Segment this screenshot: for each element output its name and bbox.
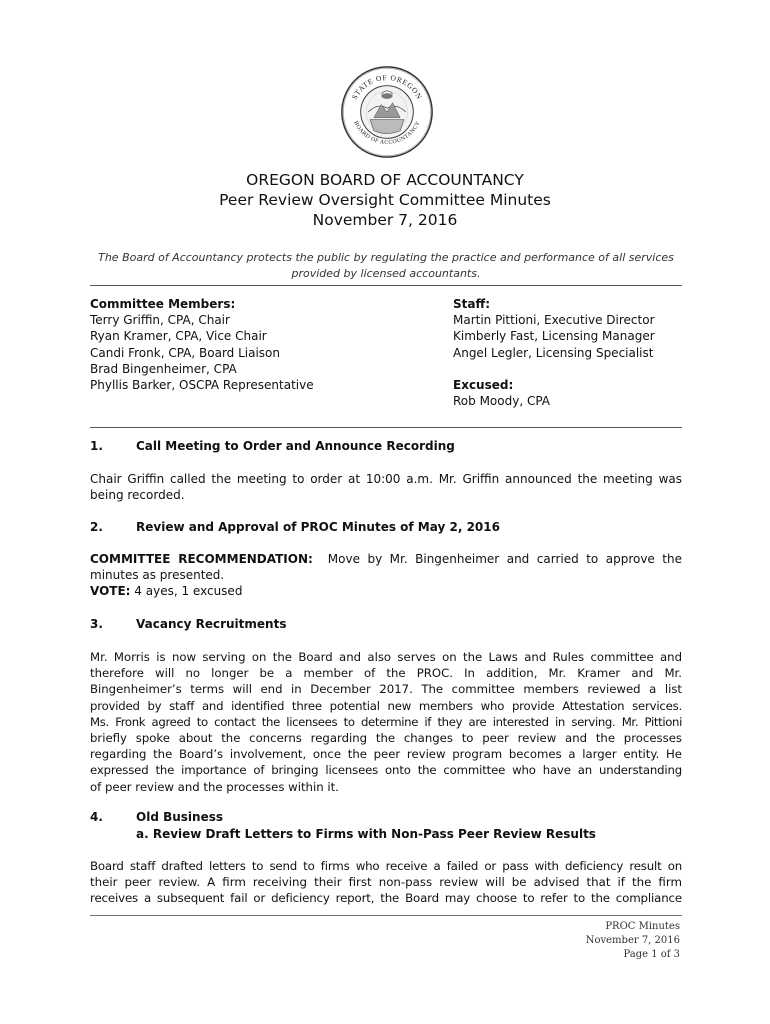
section-4a-heading: a. Review Draft Letters to Firms with Non-Pass Peer Review Results [136,827,596,841]
mission-line-2: provided by licensed accountants. [291,267,481,280]
body-line: Ms. Fronk agreed to contact the licensees to determine if they are interested in serving. Mr. Pittioni [90,714,682,729]
body-line: briefly spoke about the concerns regarding the changes to peer review and the processes [90,731,682,746]
section-1-heading [90,438,455,454]
committee-members [90,296,314,393]
staff-item: Angel Legler, Licensing Specialist [453,345,654,360]
vote-text: 4 ayes, 1 excused [134,584,243,599]
body-line: Bingenheimer’s terms will end in December 2017. The committee members reviewed a list [90,682,682,697]
page-footer [586,920,680,962]
recommendation-label: COMMITTEE RECOMMENDATION: [90,552,313,566]
member-item: Ryan Kramer, CPA, Vice Chair [90,329,267,344]
organization-name: OREGON BOARD OF ACCOUNTANCY [246,171,524,189]
staff-item: Martin Pittioni, Executive Director [453,313,655,328]
body-line: Board staff drafted letters to send to firms who receive a failed or pass with deficiency result on [90,859,682,873]
recommendation-line [90,551,682,567]
member-item: Candi Fronk, CPA, Board Liaison [90,345,281,360]
document-title: Peer Review Oversight Committee Minutes [219,191,551,209]
body-line: provided by staff and identified three potential new members who provide Attestation services. [90,698,682,713]
body-line: Mr. Morris is now serving on the Board and also serves on the Laws and Rules committee and [90,650,682,664]
recommendation-text: Move by Mr. Bingenheimer and carried to approve the [327,552,682,566]
members-heading: Committee Members: [90,297,236,311]
body-line: therefore will no longer be a member of the PROC. In addition, Mr. Kramer and Mr. [90,666,682,681]
staff-list [453,296,655,409]
section-4-heading [90,809,223,825]
section-title: Vacancy Recruitments [136,617,287,631]
section-title: Call Meeting to Order and Announce Recording [136,439,455,453]
excused-heading: Excused: [453,377,514,392]
section-2-body [90,551,682,600]
seal-ring-top-text: STATE OF OREGON [349,72,425,102]
member-item: Terry Griffin, CPA, Chair [90,313,230,328]
section-3-heading [90,616,286,632]
section-1-body [90,471,682,503]
section-number: 2. [90,520,103,534]
footer-divider [90,915,682,916]
section-4-body [90,858,682,907]
body-line: receives a subsequent fail or deficiency report, the Board may choose to refer to the compliance [90,891,682,906]
document-title-block [0,170,770,230]
section-3-body [90,649,682,795]
footer-date: November 7, 2016 [585,935,680,946]
vote-line [90,583,682,599]
divider-middle [90,427,682,428]
section-number: 1. [90,439,103,453]
section-number: 3. [90,617,103,631]
section-2-heading [90,519,500,535]
seal-ring-bottom-text: BOARD OF ACCOUNTANCY [352,120,422,146]
excused-item: Rob Moody, CPA [453,394,551,409]
state-seal-logo [340,65,434,159]
section-title: Review and Approval of PROC Minutes of May 2, 2016 [136,520,500,534]
body-line: minutes as presented. [90,568,225,583]
body-line: regarding the Board’s involvement, once the peer review program becomes a larger entity. He [90,747,682,762]
body-line: being recorded. [90,488,185,503]
member-item: Brad Bingenheimer, CPA [90,361,237,376]
body-line: their peer review. A firm receiving their first non-pass review will be advised that if the firm [90,875,682,890]
vote-label: VOTE: [90,584,131,599]
footer-doc-name: PROC Minutes [605,921,680,932]
staff-item: Kimberly Fast, Licensing Manager [453,329,655,344]
body-line: of peer review and the processes within it. [90,779,339,794]
mission-statement [90,250,682,282]
section-title: Old Business [136,810,223,824]
body-line: Chair Griffin called the meeting to order at 10:00 a.m. Mr. Griffin announced the meeting was [90,472,682,486]
section-number: 4. [90,810,103,824]
divider-top [90,285,682,286]
staff-heading: Staff: [453,297,490,311]
footer-page-number: Page 1 of 3 [623,949,680,960]
member-item: Phyllis Barker, OSCPA Representative [90,378,314,393]
mission-line-1: The Board of Accountancy protects the public by regulating the practice and performance of all services [98,251,674,264]
body-line: expressed the importance of bringing licensees onto the committee who have an understanding [90,763,682,778]
meeting-date: November 7, 2016 [312,211,458,229]
